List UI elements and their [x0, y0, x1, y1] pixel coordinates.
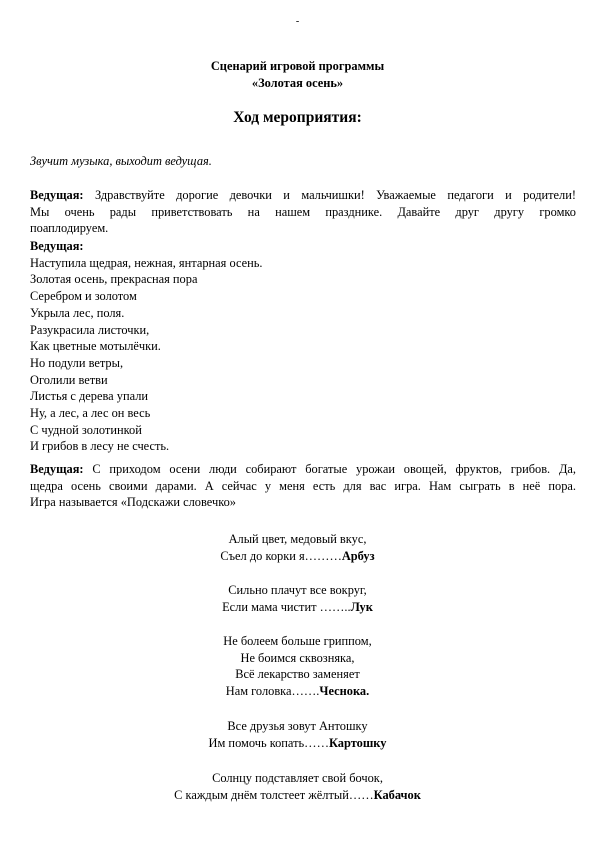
poem-line: Золотая осень, прекрасная пора: [30, 272, 198, 287]
greeting-line-2: Мы очень рады приветствовать на нашем празднике. Давайте друг другу громко: [30, 204, 576, 219]
poem-line: Серебром и золотом: [30, 289, 137, 304]
poem-line: Наступила щедрая, нежная, янтарная осень.: [30, 255, 263, 270]
riddle-line: Им помочь копать……Картошку: [208, 735, 387, 750]
section-heading: Ход мероприятия:: [233, 109, 362, 126]
speaker-label: Ведущая:: [30, 462, 84, 476]
host-poem: [30, 238, 576, 455]
document-title: Сценарий игровой программы: [210, 59, 385, 73]
poem-line: Ну, а лес, а лес он весь: [30, 406, 151, 421]
riddle-line: Всё лекарство заменяет: [235, 667, 360, 682]
riddle-answer: Чеснока.: [319, 684, 370, 699]
greeting-line-1: Ведущая: Здравствуйте дорогие девочки и мальчишки! Уважаемые педагоги и родители!: [30, 188, 576, 202]
document-subtitle: «Золотая осень»: [251, 76, 344, 90]
riddle-line: Нам головка…….Чеснока.: [225, 684, 370, 699]
poem-line: Как цветные мотылёчки.: [30, 339, 161, 354]
riddle-answer: Лук: [350, 599, 373, 614]
poem-line: И грибов в лесу не счесть.: [30, 439, 170, 454]
game-intro-line-1: Ведущая: С приходом осени люди собирают богатые урожаи овощей, фруктов, грибов. Да,: [30, 462, 576, 476]
riddle: [0, 718, 595, 751]
speaker-label: Ведущая:: [30, 239, 84, 253]
host-greeting: [30, 187, 576, 237]
riddle-line: Не боимся сквозняка,: [240, 650, 355, 665]
riddle-line: Сильно плачут все вокруг,: [228, 583, 367, 597]
riddle-line: Солнцу подставляет свой бочок,: [212, 771, 383, 785]
poem-line: Листья с дерева упали: [30, 389, 149, 404]
riddle: [0, 770, 595, 803]
riddle-line: Если мама чистит ……..Лук: [222, 599, 373, 614]
poem-line: Укрыла лес, поля.: [30, 305, 125, 320]
poem-line: Но подули ветры,: [30, 355, 124, 370]
poem-line: Разукрасила листочки,: [30, 322, 150, 337]
poem-line: Оголили ветви: [30, 372, 108, 387]
riddle-answer: Картошку: [328, 735, 387, 750]
riddle-answer: Кабачок: [373, 787, 421, 802]
riddle-line: Съел до корки я………Арбуз: [220, 548, 375, 563]
riddle-line: Все друзья зовут Антошку: [227, 719, 368, 733]
host-game-intro: [30, 461, 576, 511]
riddle-line: Алый цвет, медовый вкус,: [228, 532, 367, 546]
riddle-line: Не болеем больше гриппом,: [223, 634, 372, 648]
game-intro-line-2: щедра осень своими дарами. А сейчас у меня есть для вас игра. Нам сыграть в неё пора.: [30, 478, 576, 493]
speaker-label: Ведущая:: [30, 188, 84, 202]
riddle-answer: Арбуз: [341, 548, 375, 563]
greeting-line-3: поаплодируем.: [30, 221, 109, 236]
stage-direction: Звучит музыка, выходит ведущая.: [30, 154, 212, 168]
game-intro-line-3: Игра называется «Подскажи словечко»: [30, 495, 236, 510]
page-marker: -: [295, 16, 300, 27]
riddle-line: С каждым днём толстеет жёлтый……Кабачок: [174, 787, 421, 802]
riddle: [0, 582, 595, 615]
riddle: [0, 633, 595, 700]
riddle: [0, 531, 595, 564]
poem-line: С чудной золотинкой: [30, 422, 142, 437]
